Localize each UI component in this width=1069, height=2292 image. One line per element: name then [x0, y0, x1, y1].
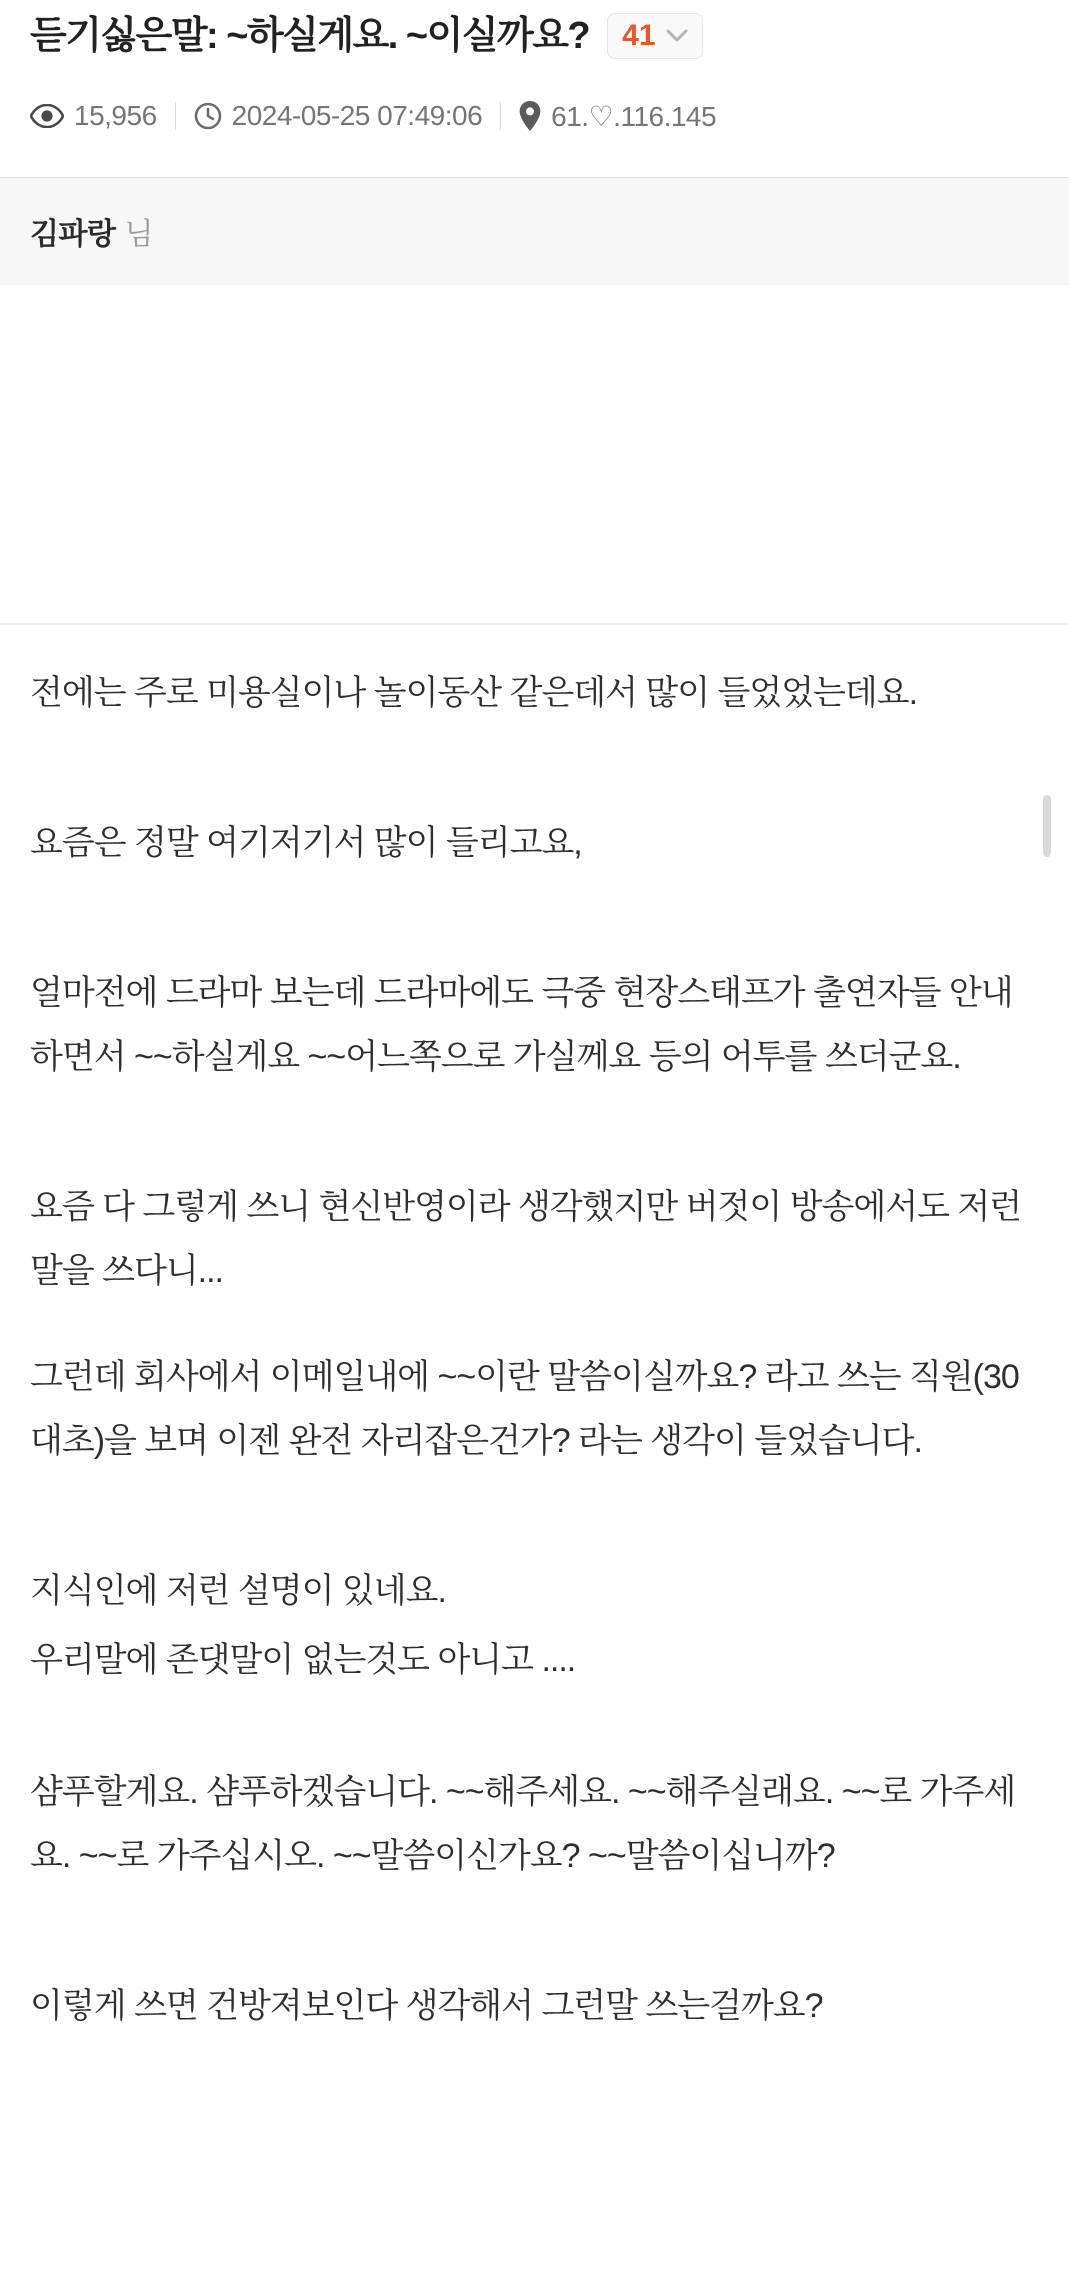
post-paragraph: 샴푸할게요. 샴푸하겠습니다. ~~해주세요. ~~해주실래요. ~~로 가주세요. ~~로 가주십시오. ~~말씀이신가요? ~~말씀이십니까? [30, 1773, 1016, 1875]
post-paragraph: 우리말에 존댓말이 없는것도 아니고 .... [30, 1641, 576, 1679]
post-paragraph: 이렇게 쓰면 건방져보인다 생각해서 그런말 쓰는걸까요? [30, 1987, 823, 2025]
author-name[interactable]: 김파랑 [30, 218, 116, 251]
post-paragraph: 전에는 주로 미용실이나 놀이동산 같은데서 많이 들었었는데요. [30, 674, 918, 712]
timestamp-item [194, 100, 483, 132]
meta-separator [500, 102, 501, 130]
location-pin-icon [519, 101, 541, 131]
comment-count-dropdown[interactable] [607, 13, 702, 59]
title-row [30, 12, 1039, 60]
view-count-item [30, 100, 157, 132]
post-paragraph: 그런데 회사에서 이메일내에 ~~이란 말씀이실까요? 라고 쓰는 직원(30대초)을 보며 이젠 완전 자리잡은건가? 라는 생각이 들었습니다. [30, 1358, 1019, 1460]
scrollbar-thumb[interactable] [1043, 795, 1051, 857]
post-paragraph: 얼마전에 드라마 보는데 드라마에도 극중 현장스태프가 출연자들 안내하면서 ~~하실게요 ~~어느쪽으로 가실께요 등의 어투를 쓰더군요. [30, 974, 1013, 1076]
post-paragraph: 요즘은 정말 여기저기서 많이 들리고요, [30, 824, 582, 862]
post-media-placeholder [0, 285, 1069, 623]
post-meta-row [30, 97, 1039, 135]
meta-separator [175, 102, 176, 130]
author-band [0, 177, 1069, 285]
clock-icon [194, 102, 222, 130]
post-paragraph: 요즘 다 그렇게 쓰니 현신반영이라 생각했지만 버젓이 방송에서도 저런말을 쓰다니... [30, 1188, 1022, 1290]
view-count: 15,956 [74, 100, 157, 131]
ip-item [519, 100, 716, 133]
post-body [0, 625, 1069, 2038]
chevron-down-icon [666, 29, 688, 43]
post-paragraph: 지식인에 저런 설명이 있네요. [30, 1572, 446, 1610]
post-title: 듣기싫은말: ~하실게요. ~이실까요? [30, 15, 590, 57]
post-header [0, 0, 1069, 135]
author-suffix: 님 [124, 218, 153, 251]
eye-icon [30, 104, 64, 128]
timestamp: 2024-05-25 07:49:06 [231, 100, 483, 131]
ip-address: 61.♡.116.145 [551, 100, 717, 132]
comment-count: 41 [622, 19, 656, 52]
